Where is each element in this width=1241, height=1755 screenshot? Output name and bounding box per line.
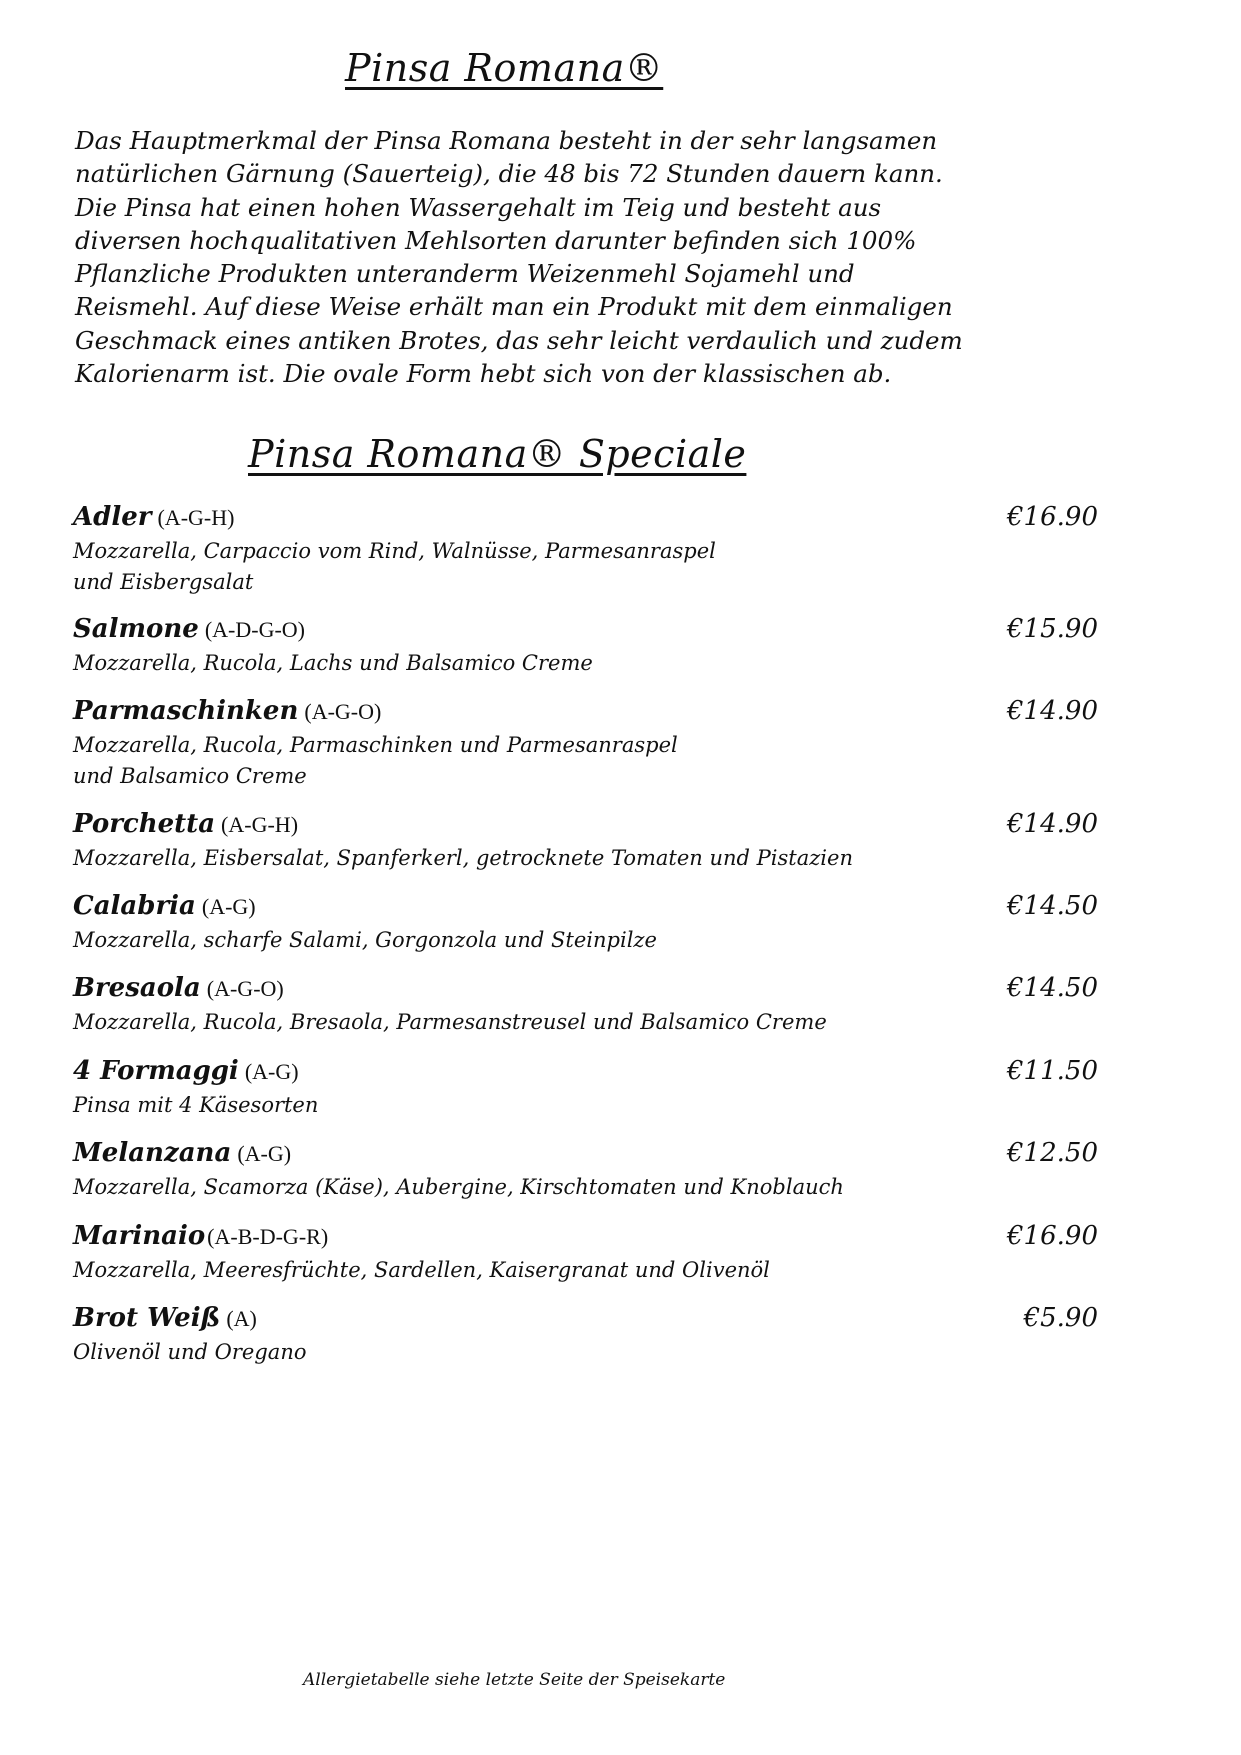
item-name: Melanzana xyxy=(73,1138,232,1168)
item-description-line: Mozzarella, Carpaccio vom Rind, Walnüsse, Parmesanraspel xyxy=(73,539,716,563)
item-name: Parmaschinken xyxy=(73,696,299,726)
item-description xyxy=(73,730,1098,792)
item-description-line: und Eisbergsalat xyxy=(73,570,254,594)
menu-item-brot-weiss xyxy=(73,1303,1098,1385)
intro-line: Kalorienarm ist. Die ovale Form hebt sich von der klassischen ab. xyxy=(75,359,892,389)
item-name: Salmone xyxy=(73,614,199,644)
item-allergens: (A) xyxy=(226,1306,257,1331)
footer-note: Allergietabelle siehe letzte Seite der Speisekarte xyxy=(303,1670,726,1690)
item-description xyxy=(73,1255,1098,1286)
item-allergens: (A-G) xyxy=(237,1141,292,1166)
item-description-line: Mozzarella, Rucola, Bresaola, Parmesanstreusel und Balsamico Creme xyxy=(73,1010,827,1034)
item-description xyxy=(73,1337,1098,1368)
item-price: €15.90 xyxy=(1007,614,1098,644)
menu-item-4-formaggi xyxy=(73,1056,1098,1138)
item-description-line: und Balsamico Creme xyxy=(73,764,307,788)
menu-item-parmaschinken xyxy=(73,696,1098,809)
intro-line: Die Pinsa hat einen hohen Wassergehalt im Teig und besteht aus xyxy=(75,192,882,222)
intro-line: natürlichen Gärnung (Sauerteig), die 48 bis 72 Stunden dauern kann. xyxy=(75,159,943,189)
item-name: 4 Formaggi xyxy=(73,1056,239,1086)
intro-line: diversen hochqualitativen Mehlsorten darunter befinden sich 100% xyxy=(75,225,917,255)
item-description-line: Pinsa mit 4 Käsesorten xyxy=(73,1093,319,1117)
menu-item-melanzana xyxy=(73,1138,1098,1221)
item-allergens: (A-B-D-G-R) xyxy=(207,1224,329,1249)
item-price: €16.90 xyxy=(1007,502,1098,532)
menu-item-porchetta xyxy=(73,809,1098,891)
item-description-line: Mozzarella, Meeresfrüchte, Sardellen, Kaisergranat und Olivenöl xyxy=(73,1258,770,1282)
item-description xyxy=(73,925,1098,956)
menu-item-salmone xyxy=(73,614,1098,696)
item-allergens: (A-G) xyxy=(244,1059,299,1084)
item-price: €5.90 xyxy=(1023,1303,1098,1333)
item-allergens: (A-G-O) xyxy=(304,699,382,724)
section-title: Pinsa Romana® Speciale xyxy=(248,432,747,476)
item-description-line: Mozzarella, Rucola, Lachs und Balsamico Creme xyxy=(73,651,593,675)
item-allergens: (A-D-G-O) xyxy=(204,617,305,642)
menu-item-bresaola xyxy=(73,973,1098,1056)
item-description-line: Mozzarella, Rucola, Parmaschinken und Parmesanraspel xyxy=(73,733,678,757)
item-description-line: Mozzarella, Scamorza (Käse), Aubergine, Kirschtomaten und Knoblauch xyxy=(73,1175,844,1199)
item-name: Porchetta xyxy=(73,809,216,839)
intro-paragraph xyxy=(75,124,1095,390)
item-allergens: (A-G-H) xyxy=(221,812,299,837)
item-price: €14.90 xyxy=(1007,696,1098,726)
item-price: €14.50 xyxy=(1007,891,1098,921)
item-description xyxy=(73,1172,1098,1203)
item-description xyxy=(73,1090,1098,1121)
intro-line: Geschmack eines antiken Brotes, das sehr leicht verdaulich und zudem xyxy=(75,325,963,355)
item-description xyxy=(73,1007,1098,1038)
menu-list xyxy=(73,502,1098,1385)
page-title: Pinsa Romana® xyxy=(345,46,664,90)
item-price: €14.90 xyxy=(1007,809,1098,839)
item-description-line: Mozzarella, scharfe Salami, Gorgonzola und Steinpilze xyxy=(73,928,657,952)
item-description xyxy=(73,536,1098,598)
item-name: Adler xyxy=(73,502,152,532)
menu-item-calabria xyxy=(73,891,1098,973)
item-name: Brot Weiß xyxy=(73,1303,221,1333)
item-price: €16.90 xyxy=(1007,1221,1098,1251)
intro-line: Pflanzliche Produkten unteranderm Weizenmehl Sojamehl und xyxy=(75,259,855,289)
menu-item-marinaio xyxy=(73,1221,1098,1303)
menu-item-adler xyxy=(73,502,1098,614)
intro-line: Das Hauptmerkmal der Pinsa Romana besteht in der sehr langsamen xyxy=(75,126,938,155)
item-description-line: Olivenöl und Oregano xyxy=(73,1340,307,1364)
item-description xyxy=(73,843,1098,874)
item-price: €12.50 xyxy=(1007,1138,1098,1168)
item-description xyxy=(73,648,1098,679)
item-description-line: Mozzarella, Eisbersalat, Spanferkerl, getrocknete Tomaten und Pistazien xyxy=(73,846,853,870)
item-name: Bresaola xyxy=(73,973,201,1003)
item-allergens: (A-G-O) xyxy=(206,976,284,1001)
item-allergens: (A-G) xyxy=(201,894,256,919)
item-name: Marinaio xyxy=(73,1221,206,1251)
item-price: €11.50 xyxy=(1007,1056,1098,1086)
item-price: €14.50 xyxy=(1007,973,1098,1003)
item-allergens: (A-G-H) xyxy=(157,505,235,530)
item-name: Calabria xyxy=(73,891,196,921)
intro-line: Reismehl. Auf diese Weise erhält man ein Produkt mit dem einmaligen xyxy=(75,292,953,322)
